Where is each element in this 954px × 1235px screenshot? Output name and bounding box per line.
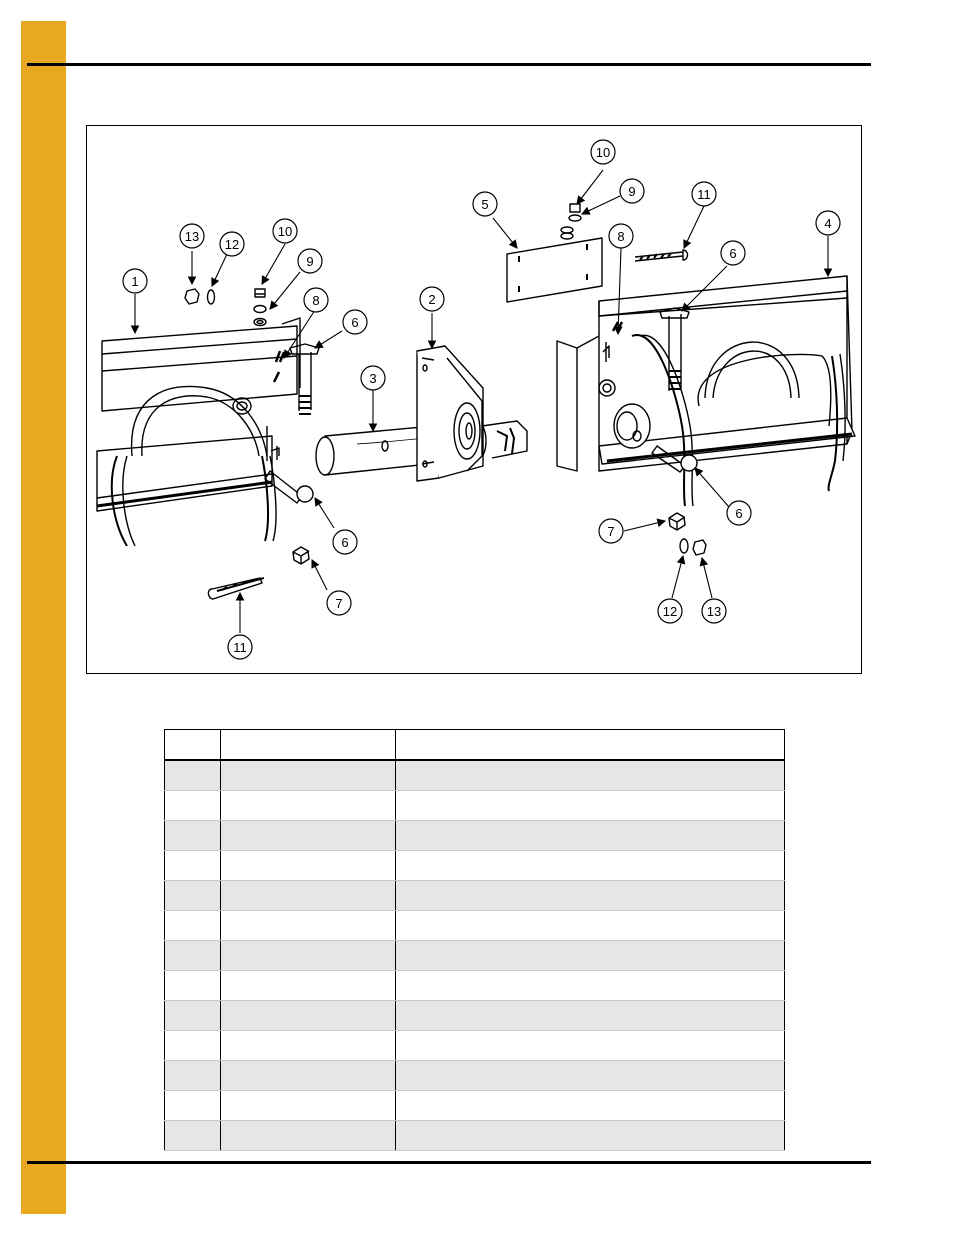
table-row (165, 1061, 785, 1091)
callout-10: 10 (595, 145, 611, 160)
ref-cell (165, 760, 221, 791)
callout-12: 12 (224, 237, 240, 252)
ref-cell (165, 1061, 221, 1091)
description-cell (396, 1001, 785, 1031)
part-number-cell (221, 1031, 396, 1061)
description-cell (396, 911, 785, 941)
part-number-cell (221, 881, 396, 911)
ref-cell (165, 881, 221, 911)
ref-column-header (165, 730, 221, 761)
table-row (165, 971, 785, 1001)
table-row (165, 1031, 785, 1061)
part-number-cell (221, 821, 396, 851)
callout-4: 4 (824, 216, 832, 231)
description-cell (396, 1121, 785, 1151)
ref-cell (165, 941, 221, 971)
callout-6: 6 (351, 315, 359, 330)
callout-2: 2 (428, 292, 436, 307)
table-row (165, 1001, 785, 1031)
ref-cell (165, 1031, 221, 1061)
callout-3: 3 (369, 371, 377, 386)
chapter-side-band (21, 21, 66, 1214)
parts-list-table (164, 729, 785, 1151)
callout-5: 5 (481, 197, 489, 212)
description-column-header (396, 730, 785, 761)
description-cell (396, 971, 785, 1001)
callout-12: 12 (662, 604, 678, 619)
ref-cell (165, 911, 221, 941)
table-row (165, 881, 785, 911)
header-rule (27, 63, 871, 66)
table-row (165, 941, 785, 971)
description-cell (396, 1091, 785, 1121)
part-number-cell (221, 1001, 396, 1031)
callout-13: 13 (706, 604, 722, 619)
callout-6: 6 (341, 535, 349, 550)
callout-6: 6 (729, 246, 737, 261)
exploded-assembly-figure (86, 125, 862, 674)
callout-13: 13 (184, 229, 200, 244)
table-row (165, 791, 785, 821)
table-row (165, 821, 785, 851)
table-row (165, 911, 785, 941)
ref-cell (165, 1121, 221, 1151)
callout-8: 8 (312, 293, 320, 308)
ref-cell (165, 971, 221, 1001)
assembly-drawing (87, 126, 863, 675)
description-cell (396, 821, 785, 851)
description-cell (396, 941, 785, 971)
ref-cell (165, 791, 221, 821)
part-number-cell (221, 971, 396, 1001)
part-number-cell (221, 760, 396, 791)
table-row (165, 851, 785, 881)
table-row (165, 1091, 785, 1121)
description-cell (396, 1031, 785, 1061)
callout-1: 1 (131, 274, 139, 289)
part-number-cell (221, 1061, 396, 1091)
table-row (165, 760, 785, 791)
description-cell (396, 851, 785, 881)
table-header-row (165, 730, 785, 761)
callout-7: 7 (335, 596, 343, 611)
description-cell (396, 791, 785, 821)
callout-6: 6 (735, 506, 743, 521)
ref-cell (165, 1091, 221, 1121)
table-row (165, 1121, 785, 1151)
part-number-cell (221, 1121, 396, 1151)
ref-cell (165, 1001, 221, 1031)
callout-9: 9 (306, 254, 314, 269)
part-number-cell (221, 941, 396, 971)
callout-8: 8 (617, 229, 625, 244)
callout-11: 11 (697, 187, 711, 202)
part-number-column-header (221, 730, 396, 761)
callout-10: 10 (277, 224, 293, 239)
description-cell (396, 881, 785, 911)
description-cell (396, 1061, 785, 1091)
ref-cell (165, 821, 221, 851)
part-number-cell (221, 791, 396, 821)
callout-11: 11 (233, 640, 247, 655)
description-cell (396, 760, 785, 791)
parts-table-body (165, 760, 785, 1151)
part-number-cell (221, 1091, 396, 1121)
callout-7: 7 (607, 524, 615, 539)
callout-9: 9 (628, 184, 636, 199)
footer-rule (27, 1161, 871, 1164)
part-number-cell (221, 851, 396, 881)
part-number-cell (221, 911, 396, 941)
ref-cell (165, 851, 221, 881)
